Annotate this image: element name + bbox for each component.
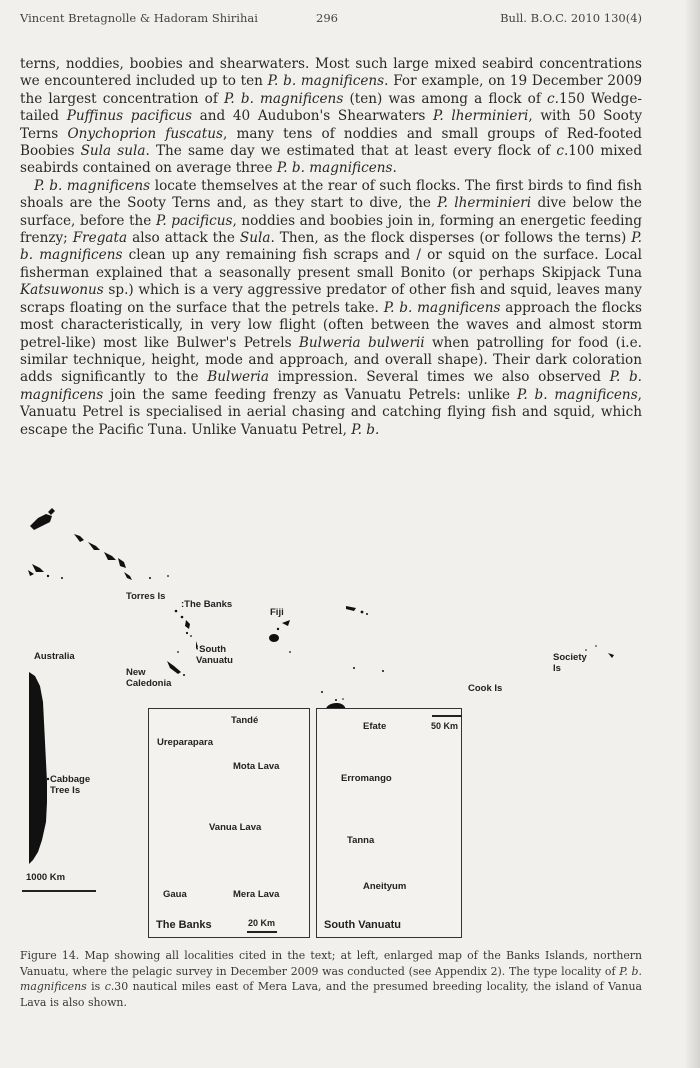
journal-citation: Bull. B.O.C. 2010 130(4) xyxy=(500,11,642,25)
south-scale-bar xyxy=(432,715,462,717)
northern-islands xyxy=(28,508,169,580)
banks-inset-title: The Banks xyxy=(156,919,212,931)
label-tande: Tandé xyxy=(231,715,259,726)
running-header-authors: Vincent Bretagnolle & Hadoram Shirihai xyxy=(20,11,258,25)
australia-landmass xyxy=(29,672,47,864)
label-cook-is: Cook Is xyxy=(468,683,503,694)
fiji-islands xyxy=(269,620,291,653)
label-mera-lava: Mera Lava xyxy=(233,889,280,900)
label-efate: Efate xyxy=(363,721,387,732)
page-number: 296 xyxy=(316,11,338,25)
label-vanua-lava: Vanua Lava xyxy=(209,822,262,833)
banks-scale-bar xyxy=(247,931,277,933)
label-cabbage-tree-is: Cabbage Tree Is xyxy=(50,774,91,796)
label-tanna: Tanna xyxy=(347,835,375,846)
label-society-is: Society Is xyxy=(553,652,587,674)
label-ureparapara: Ureparapara xyxy=(157,737,213,748)
label-the-banks: :The Banks xyxy=(181,599,233,610)
south-vanuatu-inset-title: South Vanuatu xyxy=(324,919,401,931)
label-aneityum: Aneityum xyxy=(363,881,407,892)
south-scale-label: 50 Km xyxy=(431,721,459,731)
figure-caption: Figure 14. Map showing all localities cited in the text; at left, enlarged map of the Banks Islands, northern Vanuatu, where the pelagic survey in December 2009 was conducted (see Appendix 2). The type locality of P. b. magnificens is c.30 nautical miles east of Mera Lava, and the presumed breeding locality, the island of Vanua Lava is also shown. xyxy=(20,949,642,1009)
south-vanuatu-inset xyxy=(316,708,462,938)
label-erromango: Erromango xyxy=(341,773,392,784)
article-body xyxy=(20,56,642,439)
banks-scale-label: 20 Km xyxy=(248,918,276,928)
paragraph-2: P. b. magnificens locate themselves at the rear of such flocks. The first birds to find fish shoals are the Sooty Terns and, as they start to dive, the P. lherminieri dive below the surface, before the P. pacificus, noddies and boobies join in, forming an energetic feeding frenzy; Fregata also attack the Sula. Then, as the flock disperses (or follows the terns) P. b. magnificens clean up any remaining fish scraps and / or squid on the surface. Local fisherman explained that a seasonally present small Bonito (or perhaps Skipjack Tuna Katsuwonus sp.) which is a very aggressive predator of other fish and squid, leaves many scraps floating on the surface that the petrels take. P. b. magnificens approach the flocks most characteristically, in very low flight (often between the waves and almost storm petrel-like) most like Bulwer's Petrels Bulweria bulwerii when patrolling for food (i.e. similar technique, height, mode and approach, and overall shape). Their dark coloration adds significantly to the Bulweria impression. Several times we also observed P. b. magnificens join the same feeding frenzy as Vanuatu Petrels: unlike P. b. magnificens, Vanuatu Petrel is specialised in aerial chasing and catching flying fish and squid, which escape the Pacific Tuna. Unlike Vanuatu Petrel, P. b. xyxy=(20,177,642,438)
label-new-caledonia: New Caledonia xyxy=(126,667,172,689)
paragraph-1: terns, noddies, boobies and shearwaters. Most such large mixed seabird concentrations we encountered included up to ten P. b. magnificens. For example, on 19 December 2009 the largest concentration of P. b. magnificens (ten) was among a flock of c.150 Wedge-tailed Puffinus pacificus and 40 Audubon's Shearwaters P. lherminieri, with 50 Sooty Terns Onychoprion fuscatus, many tens of noddies and small groups of Red-footed Boobies Sula sula. The same day we estimated that at least every flock of c.100 mixed seabirds contained on average three P. b. magnificens. xyxy=(20,56,643,177)
label-torres-is: Torres Is xyxy=(126,591,166,602)
figure-14-map xyxy=(0,490,700,940)
society-islands xyxy=(585,645,614,658)
label-south-vanuatu: ·South Vanuatu xyxy=(196,644,233,666)
label-gaua: Gaua xyxy=(163,889,187,900)
main-scale-label: 1000 Km xyxy=(26,872,66,883)
tonga-samoa-islands xyxy=(321,606,384,693)
main-scale-bar xyxy=(22,890,96,892)
vanuatu-chain xyxy=(167,610,198,676)
label-australia: Australia xyxy=(34,651,75,662)
label-fiji: Fiji xyxy=(270,607,284,618)
banks-inset xyxy=(148,708,310,938)
label-mota-lava: Mota Lava xyxy=(233,761,280,772)
